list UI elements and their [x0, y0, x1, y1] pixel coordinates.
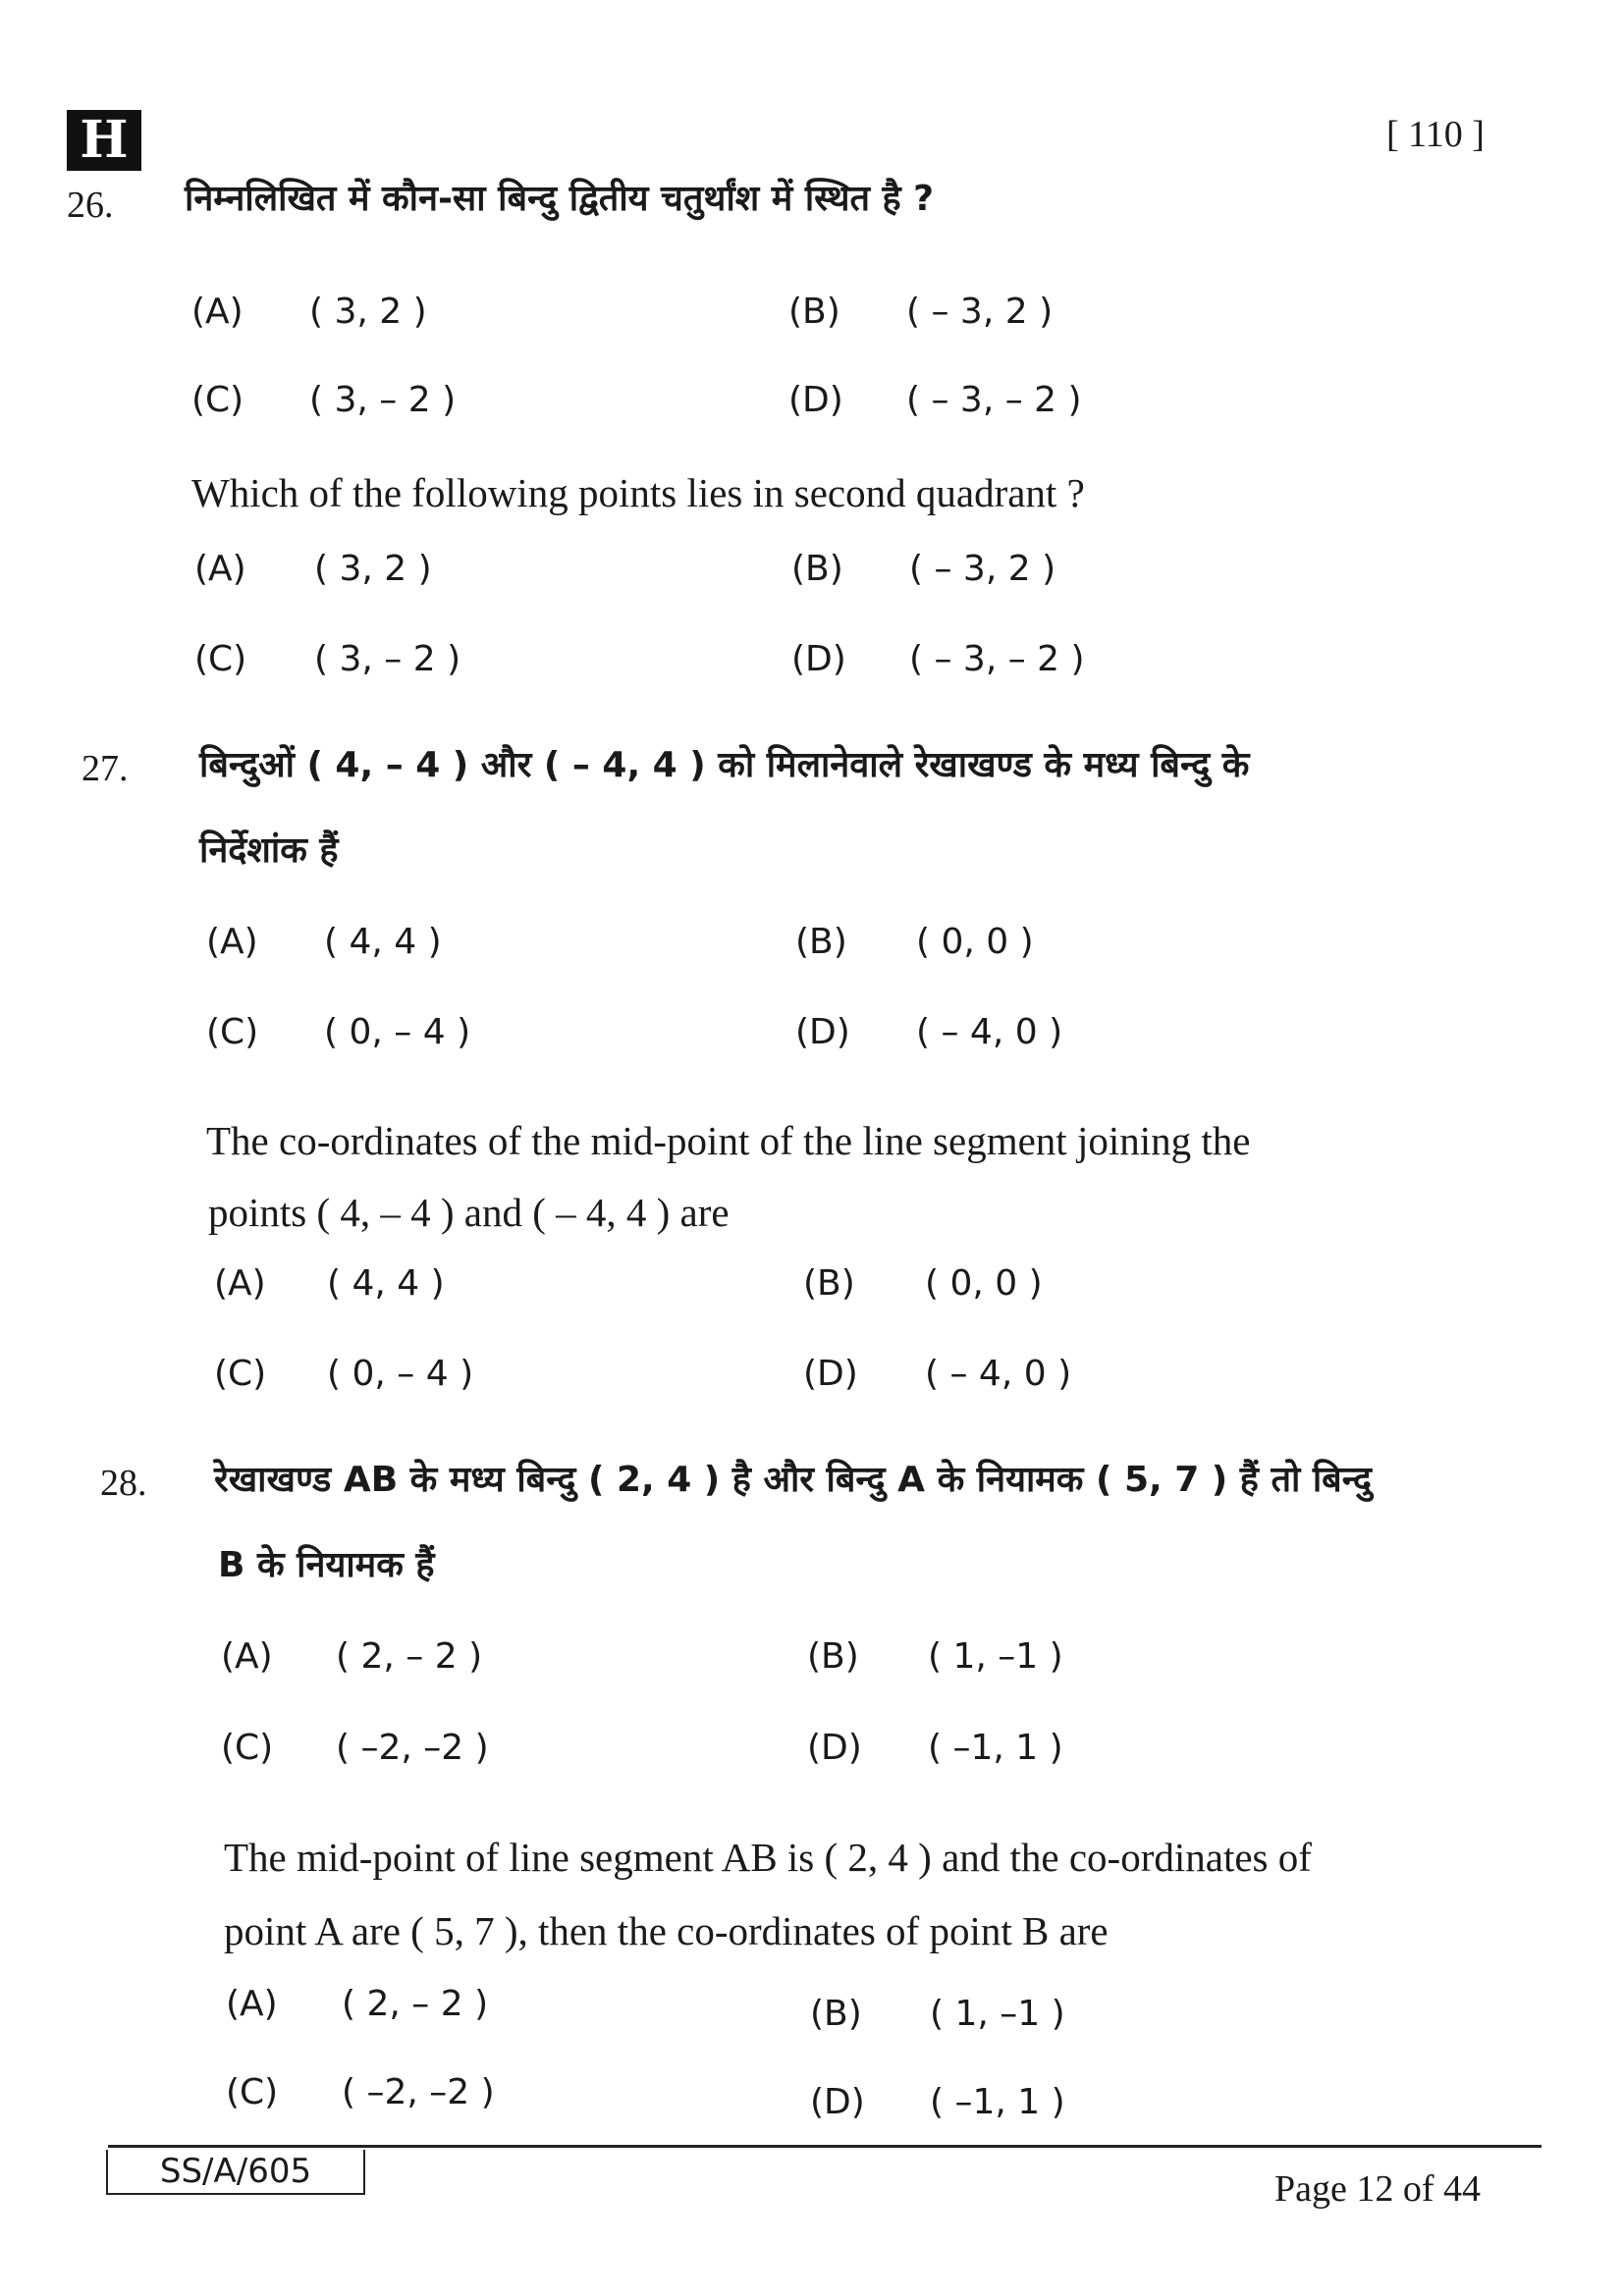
- option-label: (D): [788, 380, 843, 420]
- option-label: (C): [191, 380, 244, 420]
- option-value: ( 2, – 2 ): [336, 1636, 483, 1677]
- option-label: (D): [810, 2082, 865, 2122]
- option-label: (B): [795, 922, 847, 962]
- option-value: ( 3, 2 ): [314, 549, 432, 589]
- question-text-hindi: बिन्दुओं ( 4, – 4 ) और ( – 4, 4 ) को मिलानेवाले रेखाखण्ड के मध्य बिन्दु के: [199, 745, 1250, 785]
- set-badge: H: [67, 110, 141, 171]
- option-value: ( 1, –1 ): [928, 1636, 1063, 1677]
- question-text-hindi: निर्देशांक हैं: [199, 830, 339, 871]
- option-label: (C): [214, 1354, 267, 1394]
- option-value: ( – 3, 2 ): [909, 549, 1056, 589]
- question-text-hindi: निम्नलिखित में कौन-सा बिन्दु द्वितीय चतुर्थांश में स्थित है ?: [185, 179, 935, 219]
- question-number: 28.: [100, 1463, 147, 1504]
- question-text-hindi: B के नियामक हैं: [218, 1545, 435, 1585]
- option-value: ( –1, 1 ): [928, 1728, 1063, 1768]
- option-label: (A): [191, 292, 244, 332]
- page-marker: [ 110 ]: [1386, 114, 1485, 155]
- option-label: (A): [194, 549, 246, 589]
- option-label: (B): [791, 549, 843, 589]
- paper-code: SS/A/605: [106, 2150, 365, 2195]
- option-value: ( –1, 1 ): [930, 2082, 1065, 2122]
- question-text-english: The co-ordinates of the mid-point of the line segment joining the: [206, 1118, 1251, 1163]
- option-value: ( –2, –2 ): [336, 1728, 489, 1768]
- option-label: (C): [221, 1728, 274, 1768]
- question-text-english: The mid-point of line segment AB is ( 2, 4 ) and the co-ordinates of: [224, 1835, 1312, 1880]
- option-label: (B): [803, 1263, 855, 1304]
- option-value: ( 1, –1 ): [930, 1994, 1065, 2034]
- option-value: ( – 3, 2 ): [906, 292, 1054, 332]
- option-value: ( 3, – 2 ): [309, 380, 457, 420]
- option-label: (B): [807, 1636, 859, 1677]
- question-number: 27.: [81, 748, 129, 789]
- option-label: (D): [795, 1012, 850, 1052]
- question-number: 26.: [67, 185, 114, 226]
- option-value: ( 0, – 4 ): [327, 1354, 474, 1394]
- option-value: ( 3, 2 ): [309, 292, 427, 332]
- option-label: (B): [810, 1994, 862, 2034]
- option-label: (A): [226, 1984, 278, 2024]
- option-label: (A): [221, 1636, 273, 1677]
- option-label: (D): [803, 1354, 858, 1394]
- option-value: ( 4, 4 ): [324, 922, 442, 962]
- option-label: (D): [807, 1728, 862, 1768]
- question-text-english: Which of the following points lies in second quadrant ?: [191, 470, 1085, 515]
- option-value: ( 2, – 2 ): [342, 1984, 489, 2024]
- option-value: ( – 3, – 2 ): [909, 639, 1085, 679]
- page-number: Page 12 of 44: [1274, 2168, 1482, 2210]
- option-value: ( – 4, 0 ): [916, 1012, 1063, 1052]
- option-value: ( 3, – 2 ): [314, 639, 461, 679]
- question-text-english: points ( 4, – 4 ) and ( – 4, 4 ) are: [208, 1190, 730, 1235]
- option-label: (D): [791, 639, 846, 679]
- option-value: ( –2, –2 ): [342, 2072, 495, 2112]
- option-label: (C): [226, 2072, 279, 2112]
- option-value: ( 0, 0 ): [916, 922, 1034, 962]
- footer-rule: [108, 2145, 1542, 2148]
- option-value: ( 0, – 4 ): [324, 1012, 471, 1052]
- option-value: ( – 4, 0 ): [925, 1354, 1072, 1394]
- option-label: (C): [194, 639, 247, 679]
- option-label: (A): [214, 1263, 266, 1304]
- option-value: ( 0, 0 ): [925, 1263, 1043, 1304]
- option-label: (A): [206, 922, 258, 962]
- question-text-english: point A are ( 5, 7 ), then the co-ordinates of point B are: [224, 1908, 1109, 1953]
- option-value: ( 4, 4 ): [327, 1263, 445, 1304]
- option-value: ( – 3, – 2 ): [906, 380, 1082, 420]
- option-label: (B): [788, 292, 840, 332]
- option-label: (C): [206, 1012, 259, 1052]
- question-text-hindi: रेखाखण्ड AB के मध्य बिन्दु ( 2, 4 ) है और बिन्दु A के नियामक ( 5, 7 ) हैं तो बिन्दु: [214, 1460, 1372, 1500]
